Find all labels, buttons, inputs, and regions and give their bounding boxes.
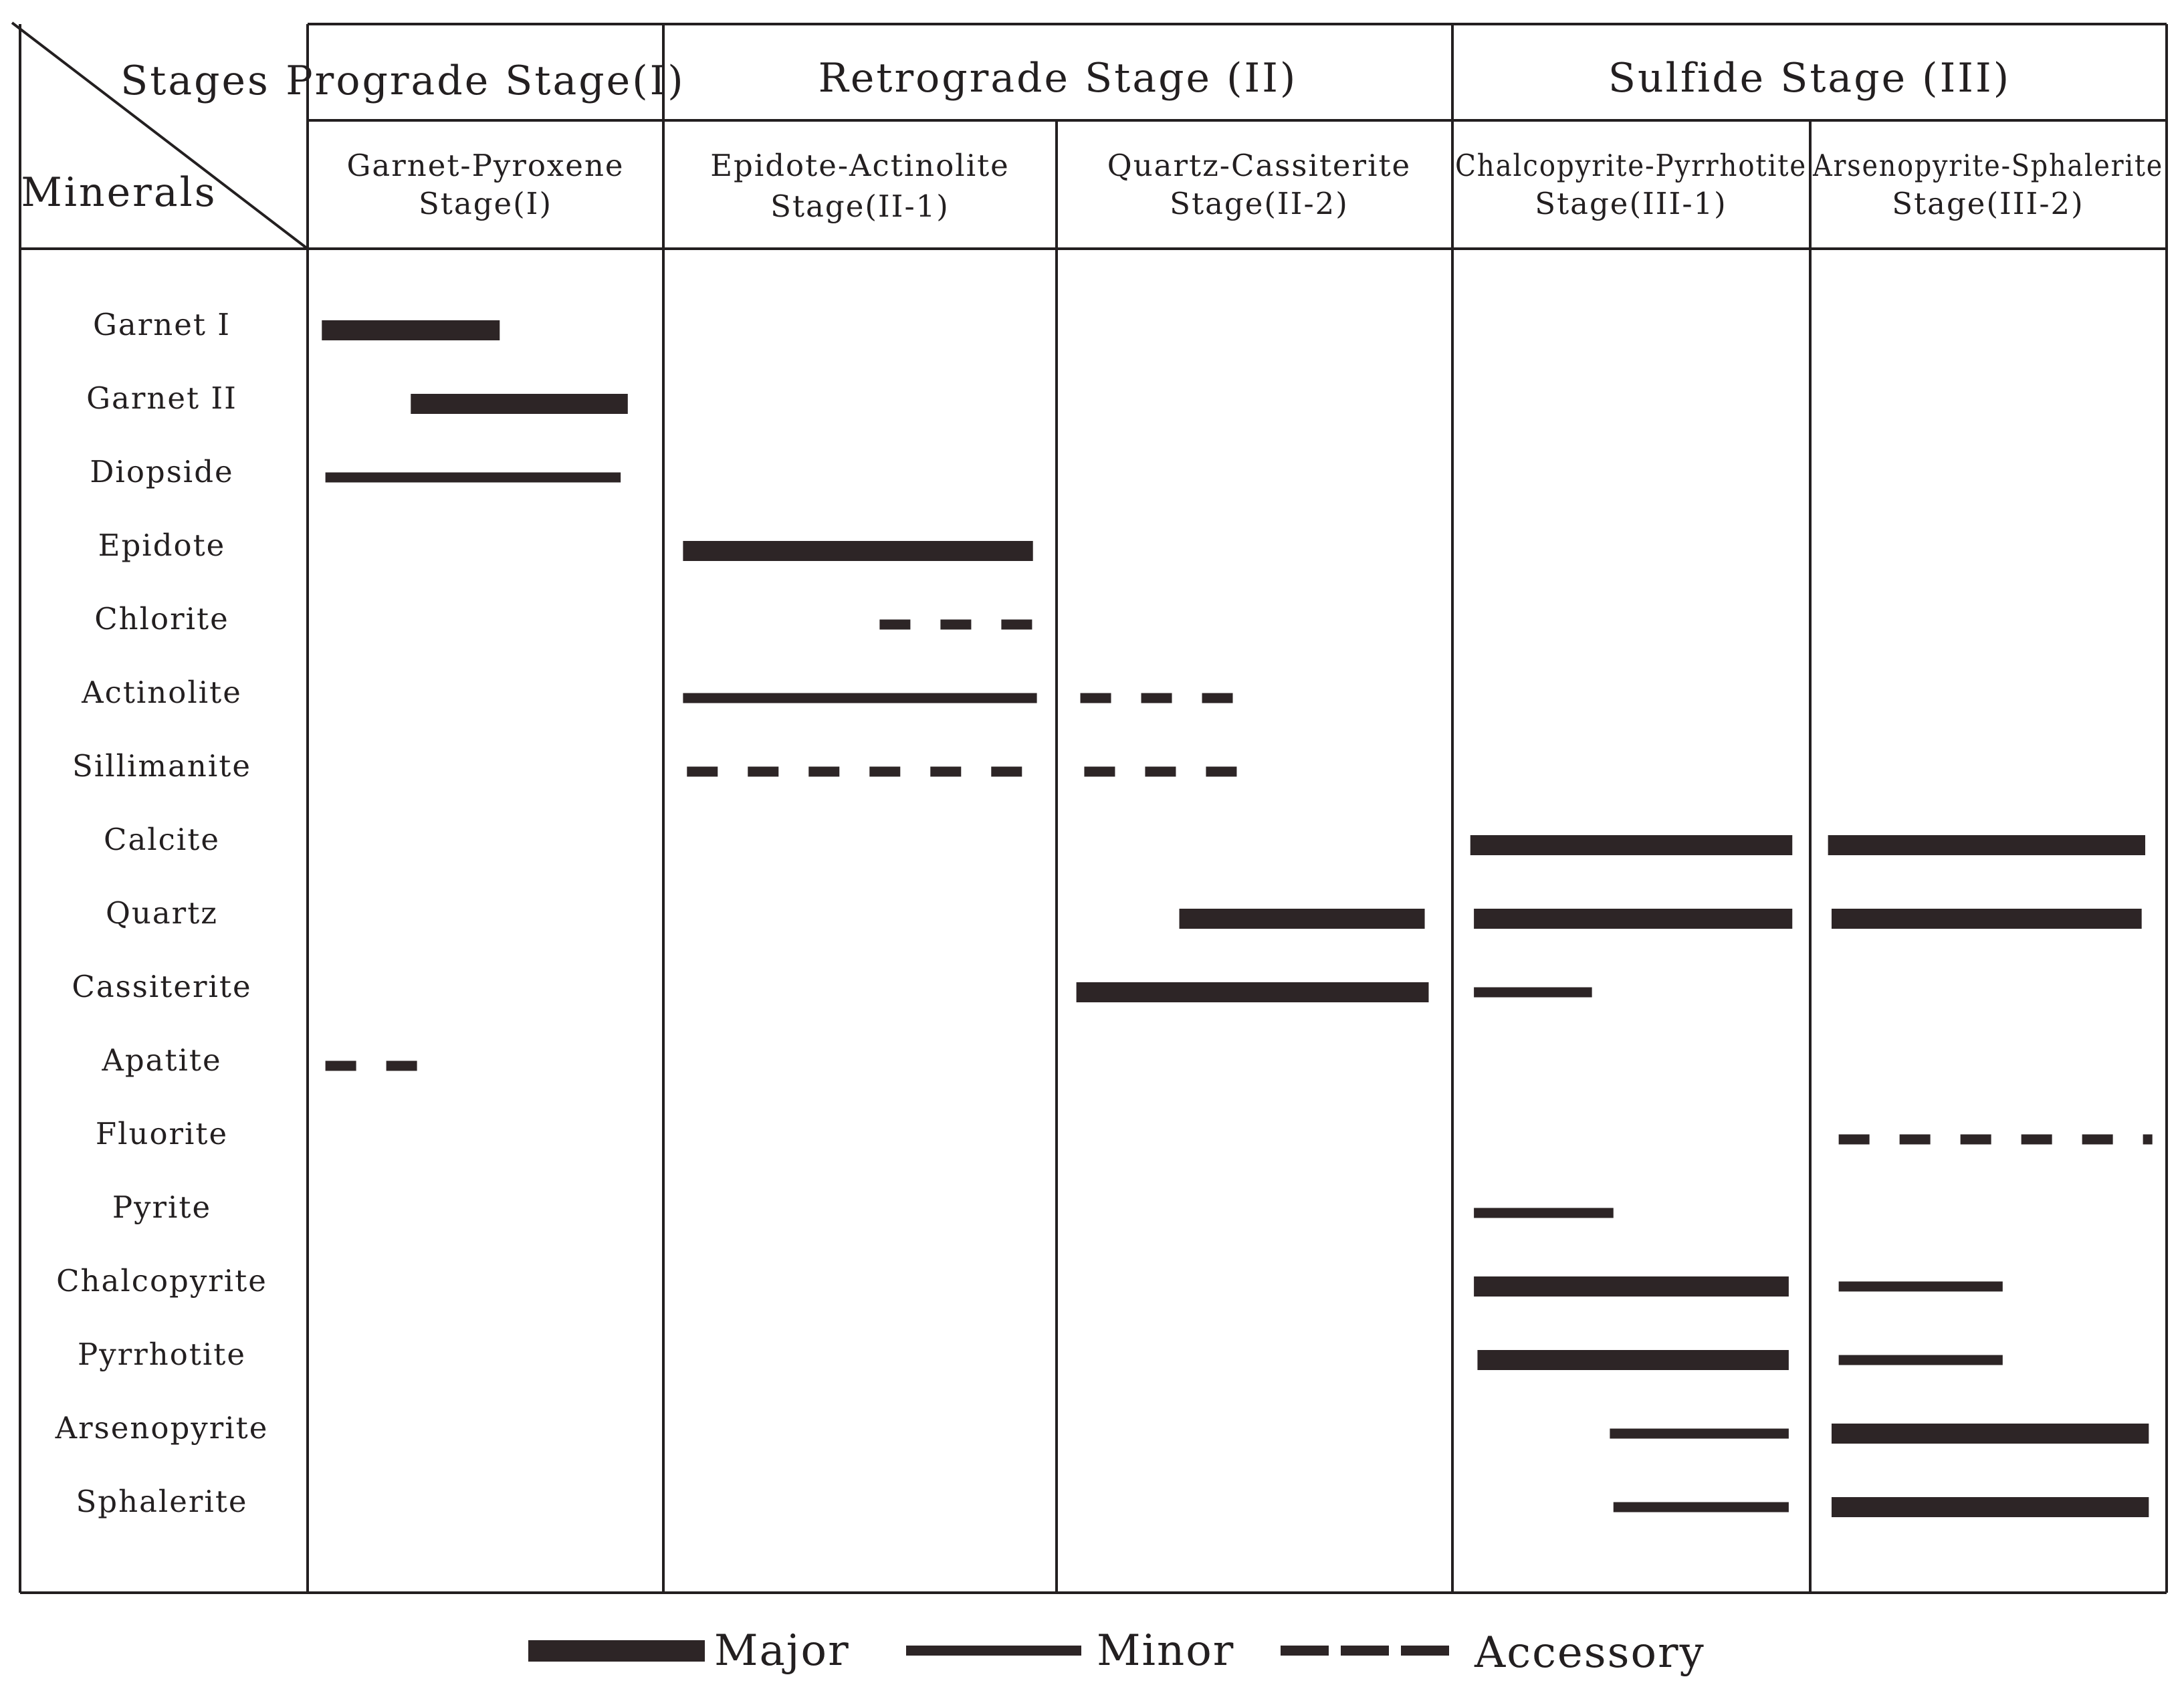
mineral-label-sillimanite: Sillimanite — [72, 748, 251, 784]
substage-header-3-line2: Stage(II-2) — [1170, 186, 1349, 221]
legend-accessory-label: Accessory — [1475, 1628, 1705, 1678]
stage-header-sulfide: Sulfide Stage (III) — [1608, 55, 2011, 102]
bar-quartz-major — [1180, 909, 1425, 929]
legend-major-label: Major — [714, 1626, 850, 1676]
legend-accessory-dash — [1341, 1646, 1389, 1656]
legend-major-swatch — [528, 1640, 705, 1662]
bar-dash — [1900, 1135, 1931, 1145]
bar-dash — [940, 620, 971, 630]
bar-dash — [879, 620, 910, 630]
bar-dash — [1202, 693, 1233, 703]
stage-header-retrograde: Retrograde Stage (II) — [818, 55, 1298, 102]
bar-dash — [1145, 767, 1176, 777]
bar-garnet-i-major — [322, 320, 500, 340]
legend-minor-swatch — [906, 1646, 1081, 1656]
bar-dash — [1961, 1135, 1991, 1145]
bar-chlorite-accessory — [879, 620, 1032, 630]
bar-dash — [1206, 767, 1236, 777]
substage-header-2-line1: Epidote-Actinolite — [710, 148, 1010, 183]
mineral-label-garnet-ii: Garnet II — [86, 380, 237, 416]
bar-dash — [869, 767, 900, 777]
bar-chalcopyrite-minor — [1839, 1282, 2003, 1292]
bar-sillimanite-accessory — [1084, 767, 1236, 777]
bar-pyrite-minor — [1474, 1208, 1614, 1218]
legend-accessory-dash — [1281, 1646, 1329, 1656]
substage-header-5-line1: Arsenopyrite-Sphalerite — [1812, 148, 2163, 183]
bar-calcite-major — [1828, 835, 2145, 855]
bar-dash — [748, 767, 778, 777]
bar-dash — [687, 767, 718, 777]
bar-calcite-major — [1470, 835, 1793, 855]
mineral-labels — [55, 307, 269, 1519]
mineral-label-diopside: Diopside — [90, 454, 234, 489]
bar-arsenopyrite-minor — [1610, 1429, 1789, 1439]
bar-dash — [387, 1061, 417, 1071]
mineral-label-apatite: Apatite — [102, 1042, 222, 1078]
substage-header-1-line2: Stage(I) — [418, 186, 553, 221]
bar-cassiterite-minor — [1474, 988, 1592, 998]
substage-header-4-line2: Stage(III-1) — [1535, 186, 1727, 221]
substage-header-3-line1: Quartz-Cassiterite — [1107, 148, 1412, 183]
mineral-label-quartz: Quartz — [105, 895, 219, 931]
legend-minor-label: Minor — [1097, 1626, 1235, 1676]
bar-dash — [2082, 1135, 2113, 1145]
bar-dash — [1081, 693, 1111, 703]
mineral-label-calcite: Calcite — [104, 822, 220, 857]
bar-diopside-minor — [326, 473, 621, 483]
mineral-label-epidote: Epidote — [98, 528, 226, 563]
bar-sillimanite-accessory — [687, 767, 1022, 777]
bar-pyrrhotite-major — [1477, 1350, 1788, 1370]
substage-header-1-line1: Garnet-Pyroxene — [346, 148, 625, 183]
bar-chalcopyrite-major — [1474, 1276, 1789, 1297]
corner-label-minerals: Minerals — [21, 169, 217, 216]
bar-actinolite-accessory — [1081, 693, 1233, 703]
mineral-label-chalcopyrite: Chalcopyrite — [56, 1263, 267, 1299]
substage-header-5-line2: Stage(III-2) — [1892, 186, 2084, 221]
bar-dash — [2022, 1135, 2052, 1145]
bar-cassiterite-major — [1077, 982, 1429, 1002]
corner-label-stages: Stages — [120, 58, 270, 104]
bar-quartz-major — [1832, 909, 2142, 929]
bar-sphalerite-minor — [1614, 1502, 1789, 1512]
mineral-label-fluorite: Fluorite — [95, 1116, 229, 1151]
bar-dash — [326, 1061, 356, 1071]
bar-actinolite-minor — [683, 693, 1036, 703]
mineral-label-arsenopyrite: Arsenopyrite — [55, 1410, 269, 1446]
bar-dash — [930, 767, 961, 777]
bar-dash — [808, 767, 839, 777]
mineral-label-garnet-i: Garnet I — [92, 307, 231, 342]
mineral-label-pyrite: Pyrite — [112, 1190, 212, 1225]
bar-dash — [1839, 1135, 1870, 1145]
legend-accessory-dash — [1401, 1646, 1449, 1656]
mineral-label-chlorite: Chlorite — [94, 601, 229, 637]
mineral-label-actinolite: Actinolite — [82, 675, 242, 710]
legend — [528, 1626, 1705, 1678]
mineral-label-pyrrhotite: Pyrrhotite — [78, 1337, 246, 1372]
bar-dash — [2143, 1135, 2153, 1145]
bar-dash — [1001, 620, 1032, 630]
mineral-bars — [322, 320, 2152, 1517]
substage-header-2-line2: Stage(II-1) — [770, 189, 950, 224]
bar-sphalerite-major — [1832, 1497, 2149, 1517]
stage-header-prograde: Prograde Stage(I) — [286, 58, 685, 104]
bar-dash — [991, 767, 1022, 777]
substage-header-4-line1: Chalcopyrite-Pyrrhotite — [1455, 148, 1807, 183]
bar-pyrrhotite-minor — [1839, 1355, 2003, 1365]
bar-apatite-accessory — [326, 1061, 417, 1071]
mineral-label-cassiterite: Cassiterite — [72, 969, 252, 1004]
bar-quartz-major — [1474, 909, 1792, 929]
mineral-label-sphalerite: Sphalerite — [76, 1484, 248, 1519]
bar-fluorite-accessory — [1839, 1135, 2153, 1145]
bar-garnet-ii-major — [411, 394, 628, 414]
bar-arsenopyrite-major — [1832, 1424, 2149, 1444]
bar-epidote-major — [683, 541, 1032, 561]
bar-dash — [1084, 767, 1115, 777]
legend-accessory-swatch — [1281, 1646, 1449, 1656]
bar-dash — [1141, 693, 1172, 703]
